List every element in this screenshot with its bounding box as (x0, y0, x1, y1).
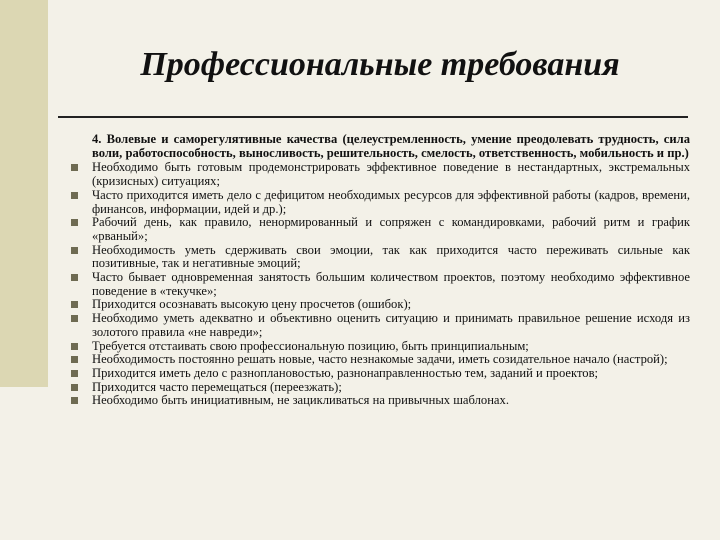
square-bullet-icon (71, 274, 78, 281)
square-bullet-icon (71, 384, 78, 391)
list-item-text: Часто приходится иметь дело с дефицитом необходимых ресурсов для эффективной работы (кадров, времени, финансов, информации, идей и др.); (92, 187, 690, 216)
section-heading-text: 4. Волевые и саморегулятивные качества (целеустремленность, умение преодолевать трудность, сила воли, работоспособность, выносливость, решительность, смелость, ответственность, мобильность и пр.) (92, 132, 690, 160)
list-item (70, 161, 690, 188)
square-bullet-icon (71, 219, 78, 226)
square-bullet-icon (71, 247, 78, 254)
square-bullet-icon (71, 397, 78, 404)
section-heading (70, 133, 690, 160)
list-item-text: Необходимо быть инициативным, не зацикливаться на привычных шаблонах. (92, 393, 509, 408)
square-bullet-icon (71, 301, 78, 308)
list-item-text: Необходимость постоянно решать новые, часто незнакомые задачи, иметь созидательное начало (настрой); (92, 352, 668, 367)
list-item (70, 340, 690, 354)
square-bullet-icon (71, 315, 78, 322)
list-item (70, 367, 690, 381)
list-item-text: Приходится часто перемещаться (переезжать); (92, 379, 342, 394)
list-item-text: Необходимость уметь сдерживать свои эмоции, так как приходится часто переживать сильные как позитивные, так и негативные эмоций; (92, 242, 690, 271)
list-item (70, 312, 690, 339)
square-bullet-icon (71, 356, 78, 363)
list-item (70, 298, 690, 312)
list-item (70, 189, 690, 216)
list-item-text: Рабочий день, как правило, ненормированный и сопряжен с командировками, рабочий ритм и график «рваный»; (92, 215, 690, 243)
list-item-text: Необходимо быть готовым продемонстрировать эффективное поведение в нестандартных, экстремальных (кризисных) ситуациях; (92, 160, 690, 189)
square-bullet-icon (71, 164, 78, 171)
list-item-text: Необходимо уметь адекватно и объективно оценить ситуацию и принимать правильное решение исходя из золотого правила «не навреди»; (92, 311, 690, 339)
square-bullet-icon (71, 343, 78, 350)
square-bullet-icon (71, 370, 78, 377)
square-bullet-icon (71, 192, 78, 199)
list-item (70, 353, 690, 367)
list-item (70, 216, 690, 243)
list-item-text: Часто бывает одновременная занятость большим количеством проектов, поэтому необходимо эффективное поведение в «текучке»; (92, 270, 690, 298)
list-item (70, 381, 690, 395)
list-item (70, 244, 690, 271)
slide-content (70, 133, 690, 408)
list-item (70, 394, 690, 408)
list-item-text: Требуется отстаивать свою профессиональную позицию, быть принципиальным; (92, 338, 529, 353)
list-item (70, 271, 690, 298)
list-item-text: Приходится осознавать высокую цену просчетов (ошибок); (92, 297, 412, 312)
title-divider (58, 116, 688, 118)
slide-title: Профессиональные требования (140, 46, 620, 83)
requirements-list (70, 161, 690, 408)
list-item-text: Приходится иметь дело с разноплановостью, разнонаправленностью тем, заданий и проектов; (92, 365, 599, 380)
